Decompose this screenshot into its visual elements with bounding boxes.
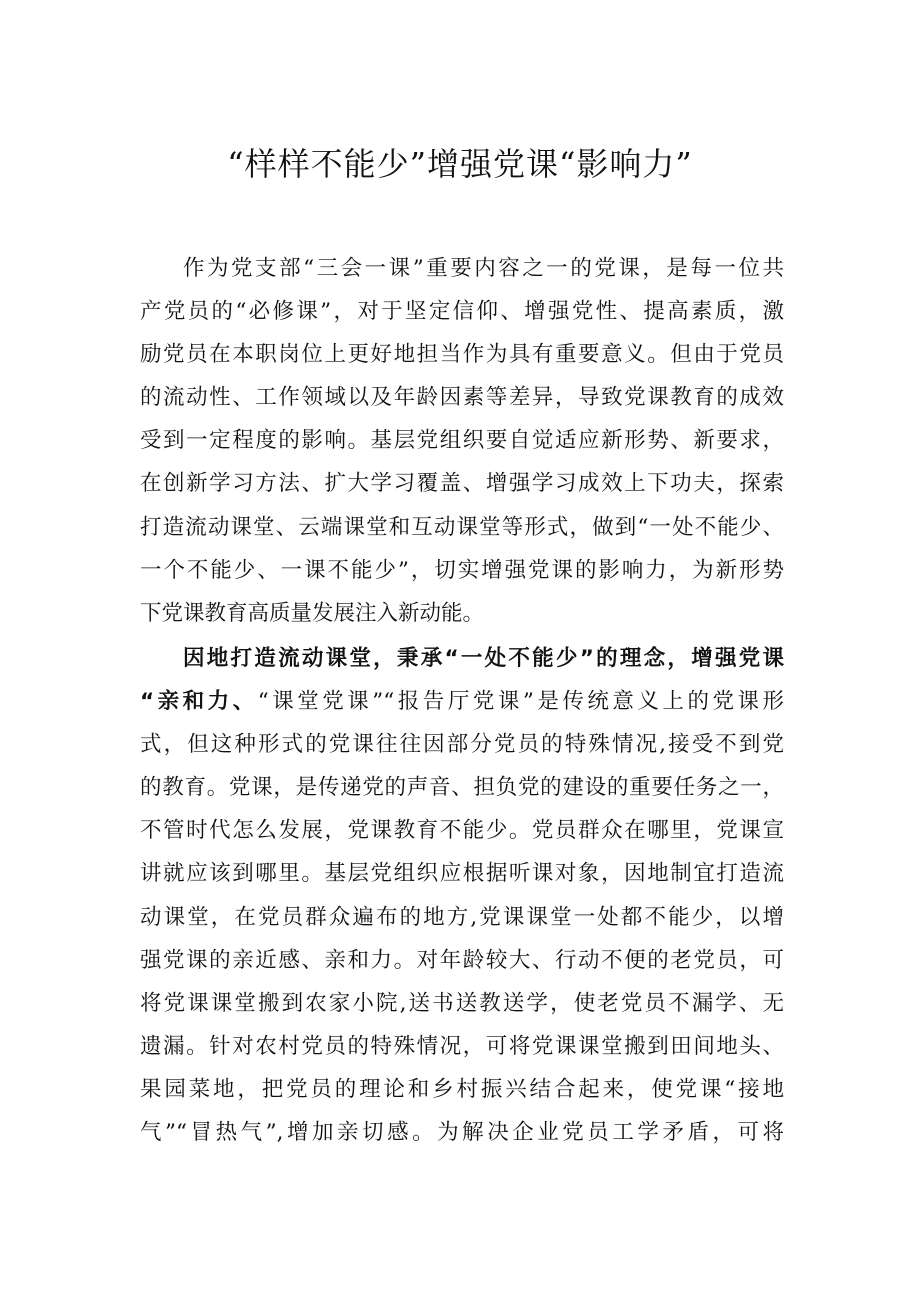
text-line: 强党课的亲近感、亲和力。对年龄较大、行动不便的老党员，可 [140,947,784,973]
text-line: 产党员的“必修课”，对于坚定信仰、增强党性、提高素质，激 [140,299,784,325]
text-line: 一个不能少、一课不能少”，切实增强党课的影响力，为新形势 [140,557,784,583]
text-line: 受到一定程度的影响。基层党组织要自觉适应新形势、新要求， [140,428,784,454]
document-title: “样样不能少”增强党课“影响力” [227,145,693,183]
text-line: 讲就应该到哪里。基层党组织应根据听课对象，因地制宜打造流 [140,861,784,887]
paragraph-mobile-classroom [140,637,784,1154]
text-line: 作为党支部“三会一课”重要内容之一的党课，是每一位共 [183,256,784,281]
text-line: 动课堂，在党员群众遍布的地方,党课课堂一处都不能少，以增 [140,904,784,930]
text-line: 下党课教育高质量发展注入新动能。 [140,600,485,626]
paragraph-intro [140,247,784,635]
text-line: 式，但这种形式的党课往往因部分党员的特殊情况,接受不到党 [140,732,784,758]
text-line: 的流动性、工作领域以及年龄因素等差异，导致党课教育的成效 [140,385,784,411]
text-line: 果园菜地，把党员的理论和乡村振兴结合起来，使党课“接地 [140,1076,784,1102]
text-line: 在创新学习方法、扩大学习覆盖、增强学习成效上下功夫，探索 [140,471,784,497]
text-line: 将党课课堂搬到农家小院,送书送教送学，使老党员不漏学、无 [140,990,784,1016]
section-heading: 因地打造流动课堂，秉承“一处不能少”的理念，增强党课 [183,646,784,671]
text-run: “课堂党课”“报告厅党课”是传统意义上的党课形 [257,689,785,715]
text-line: 气”“冒热气”,增加亲切感。为解决企业党员工学矛盾，可将 [140,1120,784,1146]
text-line: 励党员在本职岗位上更好地担当作为具有重要意义。但由于党员 [140,342,784,368]
section-heading-continued: “亲和力、 [140,689,258,715]
text-line: 遗漏。针对农村党员的特殊情况，可将党课课堂搬到田间地头、 [140,1033,784,1059]
text-line: 不管时代怎么发展，党课教育不能少。党员群众在哪里，党课宣 [140,818,784,844]
text-line [140,680,784,723]
text-line: 的教育。党课，是传递党的声音、担负党的建设的重要任务之一， [140,775,784,801]
text-line: 打造流动课堂、云端课堂和互动课堂等形式，做到“一处不能少、 [140,514,784,540]
